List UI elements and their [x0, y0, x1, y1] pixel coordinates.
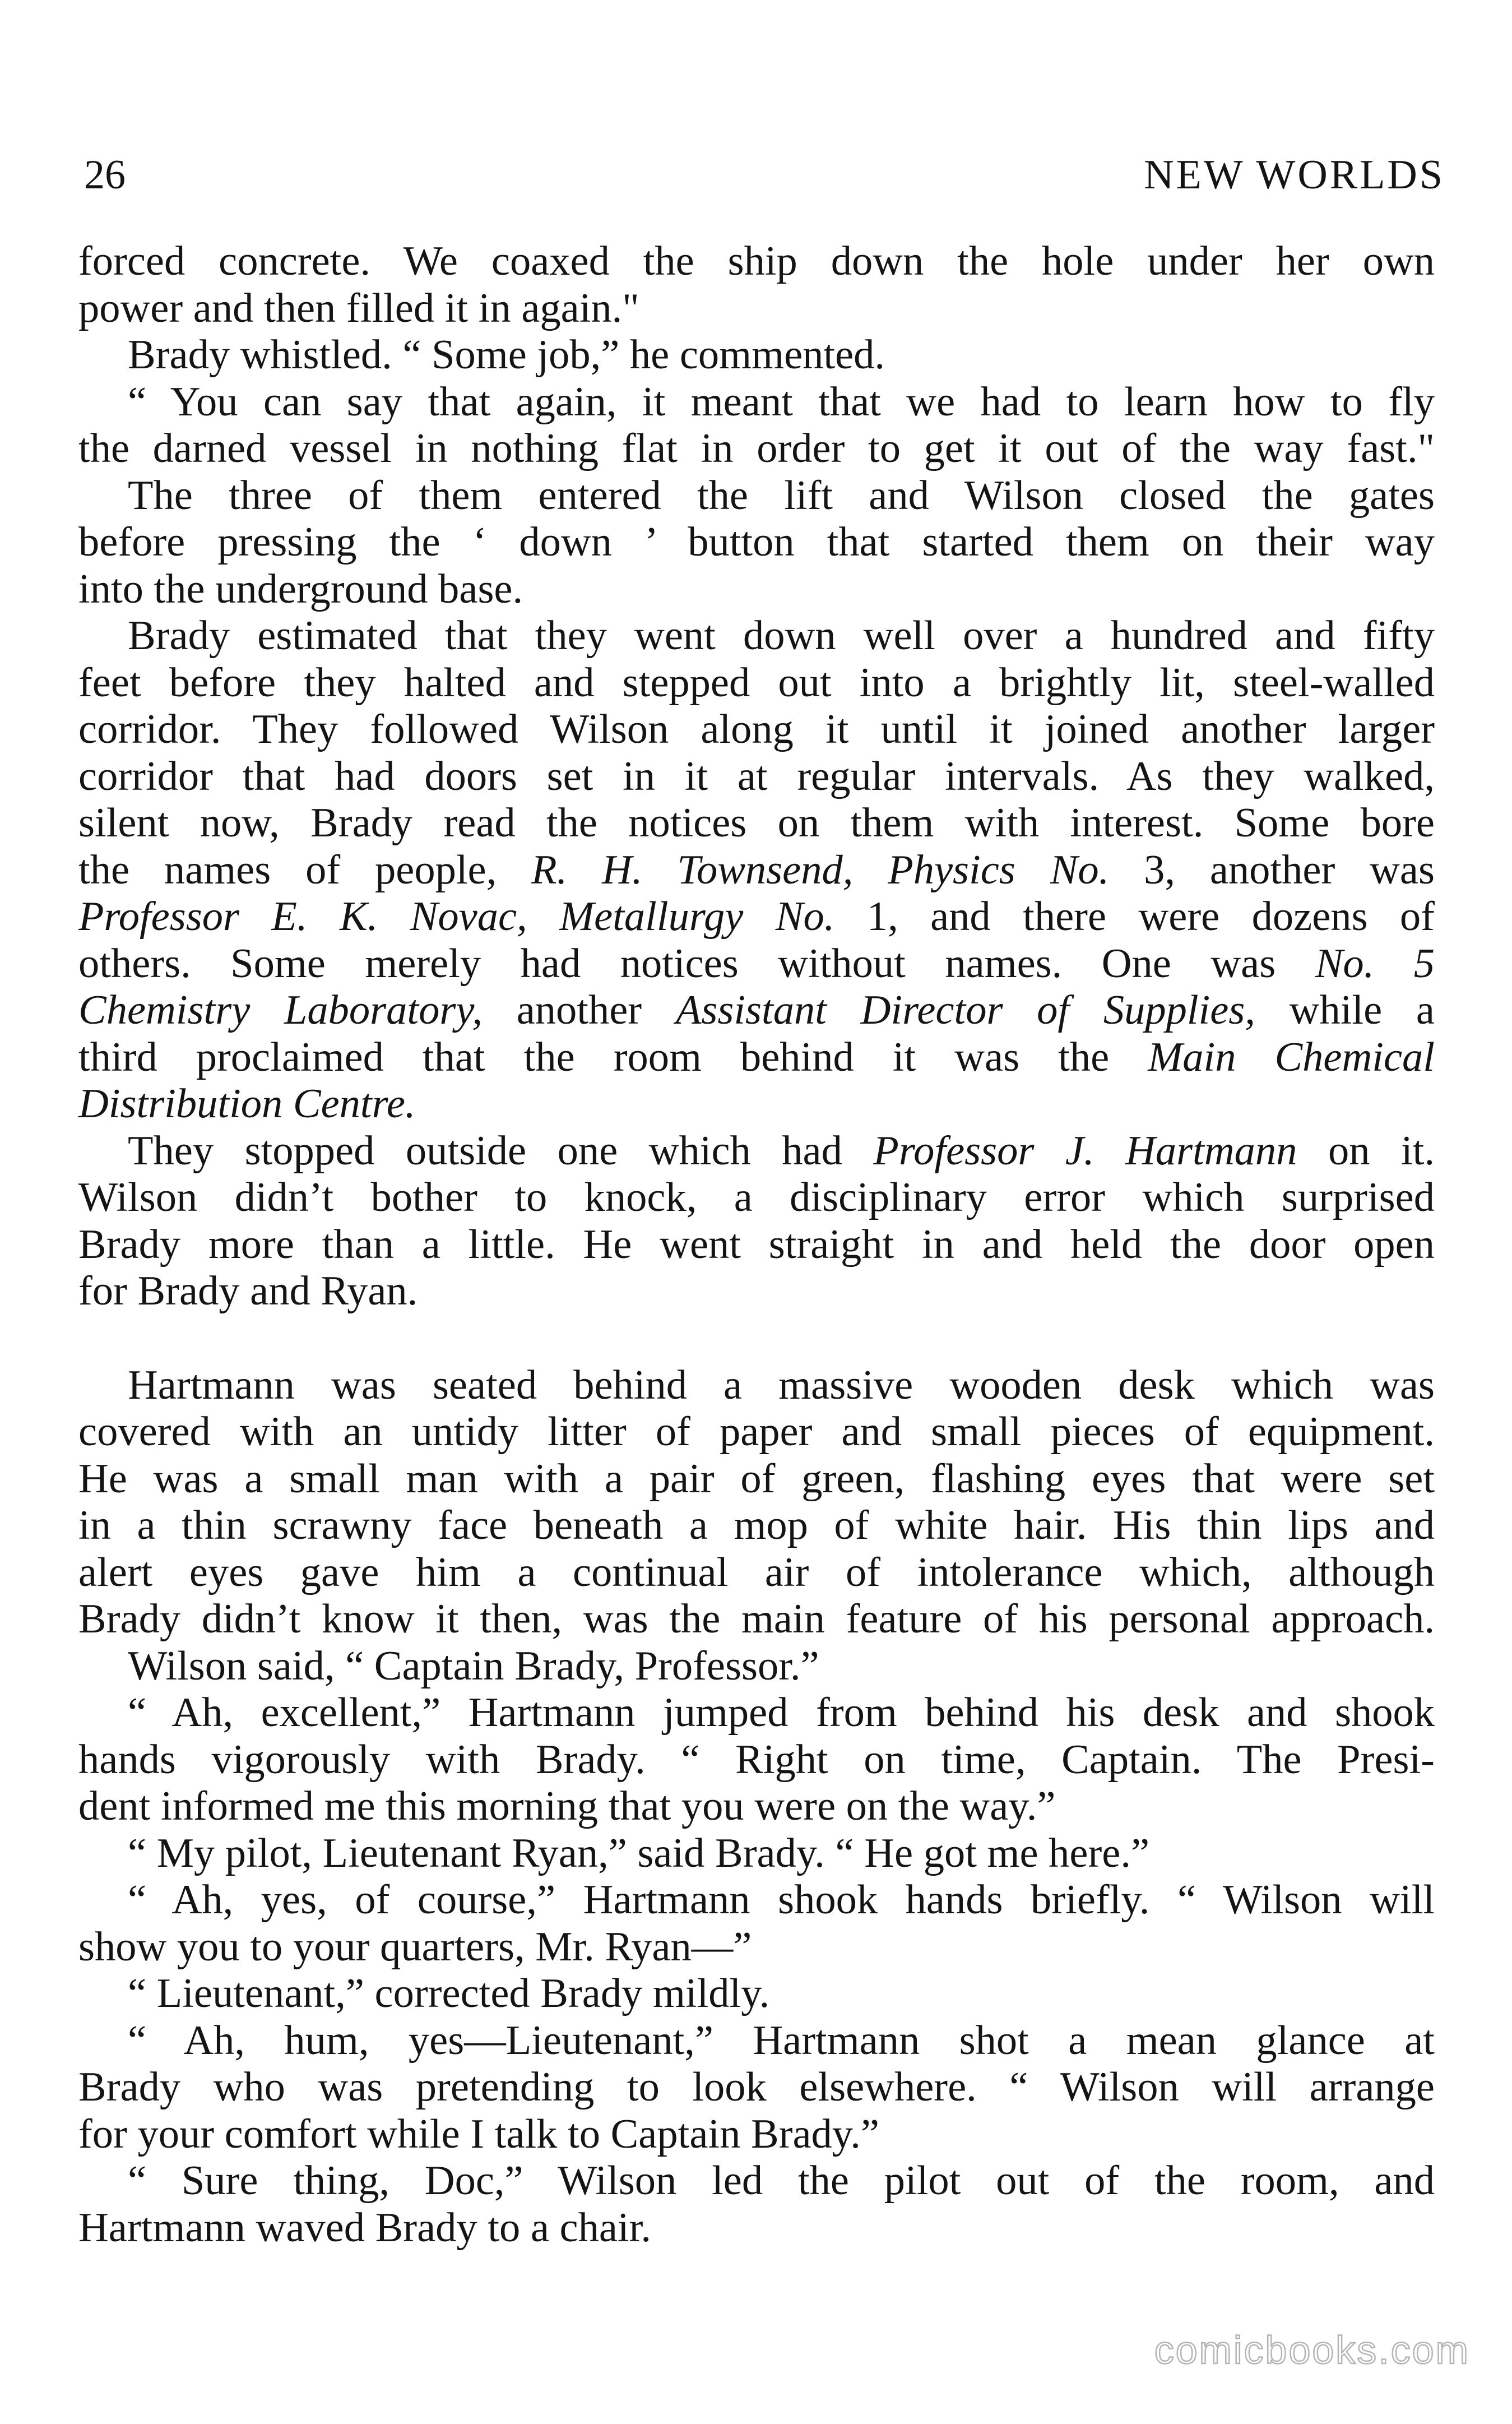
text-line: into the underground base. — [78, 566, 523, 612]
text-line: silent now, Brady read the notices on them with interest. Some bore — [78, 800, 1435, 846]
running-head — [84, 147, 1445, 203]
text-line: “ You can say that again, it meant that we had to learn how to fly — [128, 378, 1435, 425]
text-line: in a thin scrawny face beneath a mop of white hair. His thin lips and — [78, 1502, 1435, 1548]
notice-novac: Professor E. K. Novac, Metallurgy No. — [78, 894, 835, 940]
text-run: the names of people, — [78, 846, 497, 893]
text-line: Hartmann waved Brady to a chair. — [78, 2204, 651, 2251]
text-line: for Brady and Ryan. — [78, 1268, 418, 1314]
text-line — [78, 1034, 1435, 1081]
text-line: corridor that had doors set in it at regular intervals. As they walked, — [78, 753, 1435, 799]
text-line: He was a small man with a pair of green, flashing eyes that were set — [78, 1455, 1435, 1502]
text-line: “ Ah, excellent,” Hartmann jumped from behind his desk and shook — [128, 1690, 1435, 1736]
notice-distribution-centre: Distribution Centre. — [78, 1081, 416, 1127]
text-line — [78, 894, 1435, 941]
text-line: The three of them entered the lift and Wilson closed the gates — [128, 472, 1435, 519]
notice-no5: No. 5 — [1315, 940, 1435, 987]
notice-chemistry-lab: Chemistry Laboratory, — [78, 987, 483, 1033]
text-line: forced concrete. We coaxed the ship down the hole under her own — [78, 238, 1435, 284]
page-number: 26 — [84, 152, 126, 198]
text-line — [78, 1081, 1435, 1128]
text-run: another — [516, 987, 642, 1033]
text-run: on it. — [1328, 1127, 1435, 1174]
notice-hartmann: Professor J. Hartmann — [873, 1127, 1297, 1174]
text-line: power and then filled it in again." — [78, 285, 639, 331]
running-title: NEW WORLDS — [1144, 152, 1445, 198]
text-run: while a — [1289, 987, 1435, 1033]
text-line: Hartmann was seated behind a massive wooden desk which was — [128, 1362, 1435, 1408]
text-line: corridor. They followed Wilson along it until it joined another larger — [78, 706, 1435, 752]
text-line: “ Sure thing, Doc,” Wilson led the pilot out of the room, and — [128, 2158, 1435, 2204]
text-line: “ Ah, yes, of course,” Hartmann shook hands briefly. “ Wilson will — [128, 1877, 1435, 1923]
text-line: Brady more than a little. He went straight in and held the door open — [78, 1221, 1435, 1267]
text-line — [78, 847, 1435, 894]
text-line: covered with an untidy litter of paper and small pieces of equipment. — [78, 1409, 1435, 1455]
text-line: before pressing the ‘ down ’ button that started them on their way — [78, 519, 1435, 565]
text-line: Brady whistled. “ Some job,” he commented. — [128, 332, 885, 378]
text-line: alert eyes gave him a continual air of intolerance which, although — [78, 1549, 1435, 1595]
text-line: Brady didn’t know it then, was the main feature of his personal approach. — [78, 1596, 1435, 1642]
text-run: 3, another was — [1144, 846, 1435, 893]
text-line — [78, 1128, 1435, 1175]
text-body — [78, 238, 1435, 2251]
text-run: They stopped outside one which had — [128, 1127, 842, 1174]
notice-townsend: R. H. Townsend, Physics No. — [531, 846, 1110, 893]
text-line: Brady estimated that they went down well over a hundred and fifty — [128, 613, 1435, 659]
text-line: Brady who was pretending to look elsewhere. “ Wilson will arrange — [78, 2064, 1435, 2110]
notice-main-chemical: Main Chemical — [1148, 1034, 1435, 1080]
text-line: Wilson said, “ Captain Brady, Professor.” — [128, 1643, 819, 1689]
text-line: the darned vessel in nothing flat in order to get it out of the way fast." — [78, 425, 1435, 471]
text-line: “ Lieutenant,” corrected Brady mildly. — [128, 1970, 770, 2016]
text-line — [78, 941, 1435, 988]
text-line — [78, 987, 1435, 1034]
text-line: dent informed me this morning that you were on the way.” — [78, 1783, 1056, 1829]
watermark: comicbooks.com — [1154, 2328, 1470, 2372]
text-run: others. Some merely had notices without names. One was — [78, 940, 1276, 987]
text-line: “ My pilot, Lieutenant Ryan,” said Brady. “ He got me here.” — [128, 1830, 1150, 1876]
text-line: show you to your quarters, Mr. Ryan—” — [78, 1923, 752, 1970]
text-run: 1, and there were dozens of — [866, 894, 1435, 940]
text-line: feet before they halted and stepped out into a brightly lit, steel-walled — [78, 659, 1435, 706]
text-line: hands vigorously with Brady. “ Right on time, Captain. The Presi- — [78, 1736, 1435, 1783]
text-line: Wilson didn’t bother to knock, a disciplinary error which surprised — [78, 1174, 1435, 1220]
text-run: third proclaimed that the room behind it was the — [78, 1034, 1110, 1080]
section-break — [78, 1315, 1435, 1362]
text-line: “ Ah, hum, yes—Lieutenant,” Hartmann shot a mean glance at — [128, 2017, 1435, 2064]
text-line: for your comfort while I talk to Captain Brady.” — [78, 2111, 879, 2157]
notice-supplies: Assistant Director of Supplies, — [675, 987, 1255, 1033]
